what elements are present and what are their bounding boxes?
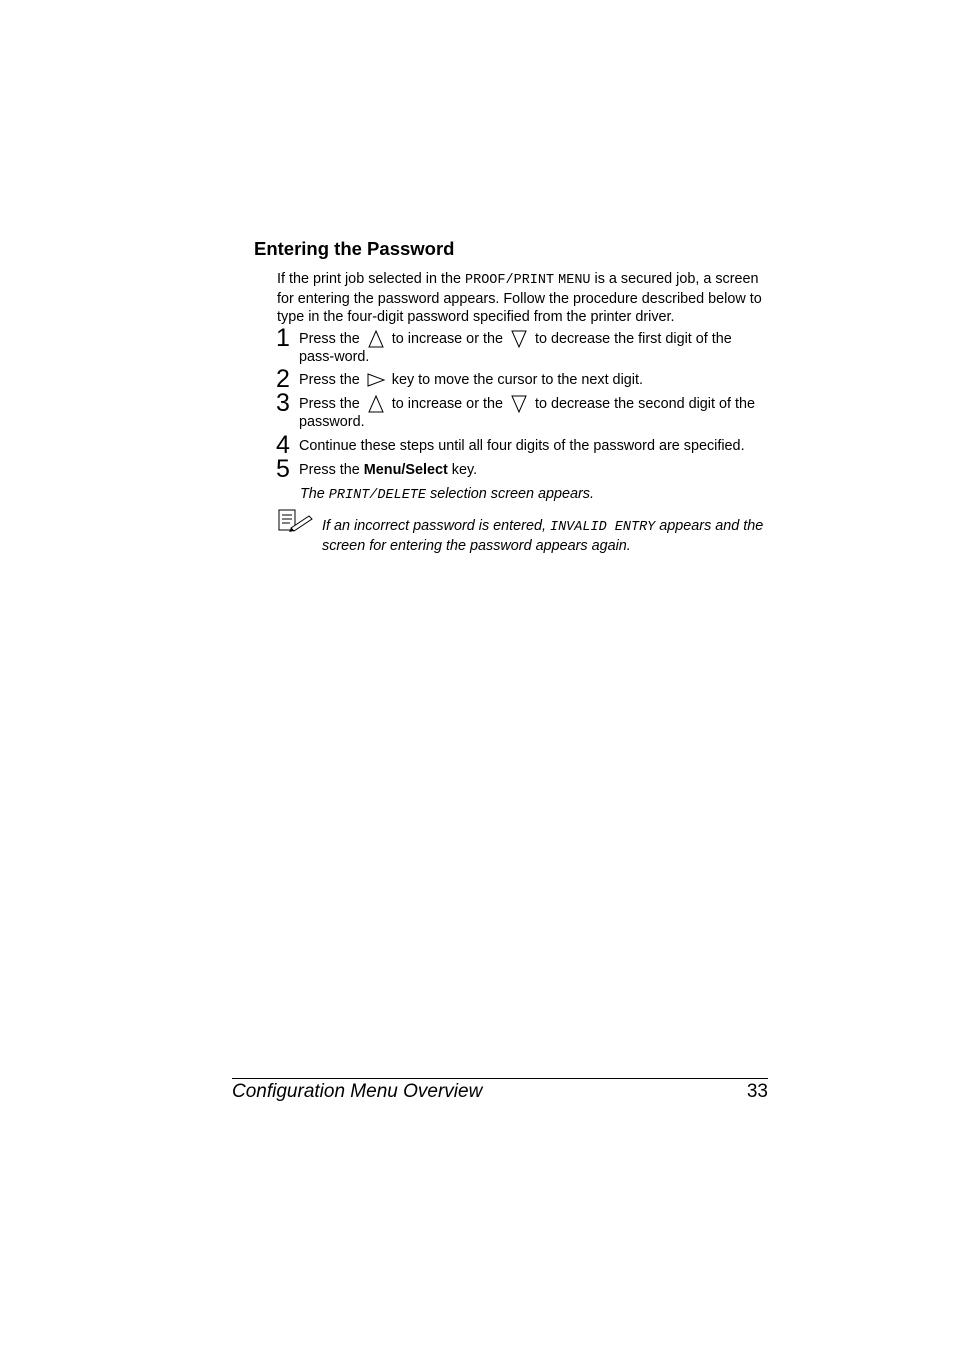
step-text: Press the to increase or the to decrease the second digit of the password. [299, 396, 755, 430]
step-text: Press the Menu/Select key. [299, 462, 478, 478]
down-triangle-icon [509, 330, 529, 346]
intro-text: is a secured job, a screen for entering the password appears. Follow the procedure described below to type in the four-digit password specified from the printer driver. [277, 271, 762, 325]
menu-code: MENU [558, 273, 591, 288]
up-triangle-icon [366, 330, 386, 346]
right-triangle-icon [366, 371, 386, 387]
step-result: The PRINT/DELETE selection screen appears. [300, 486, 595, 503]
down-triangle-icon [509, 395, 529, 411]
footer-rule [232, 1078, 768, 1079]
page-number: 33 [746, 1081, 768, 1102]
intro-paragraph [277, 270, 772, 326]
step-number: 1 [276, 324, 290, 352]
step-number: 4 [276, 431, 290, 459]
step-number: 3 [276, 389, 290, 417]
menu-select-key: Menu/Select [363, 462, 448, 478]
step-number: 5 [276, 455, 290, 483]
footer-title: Configuration Menu Overview [232, 1081, 483, 1102]
step-text: Continue these steps until all four digits of the password are specified. [299, 438, 745, 454]
step-number: 2 [276, 365, 290, 393]
note-pencil-icon [277, 509, 315, 533]
note-text: If an incorrect password is entered, INVALID ENTRY appears and the screen for entering the password appears again. [322, 518, 764, 554]
error-code: INVALID ENTRY [549, 520, 656, 535]
up-triangle-icon [366, 395, 386, 411]
screen-code: PRINT/DELETE [328, 488, 427, 503]
menu-code: PROOF/PRINT [465, 273, 555, 288]
step-text: Press the key to move the cursor to the next digit. [299, 372, 643, 388]
section-heading: Entering the Password [254, 238, 455, 259]
step-text: Press the to increase or the to decrease the first digit of the pass-word. [299, 331, 732, 365]
intro-text: If the print job selected in the [277, 271, 465, 287]
